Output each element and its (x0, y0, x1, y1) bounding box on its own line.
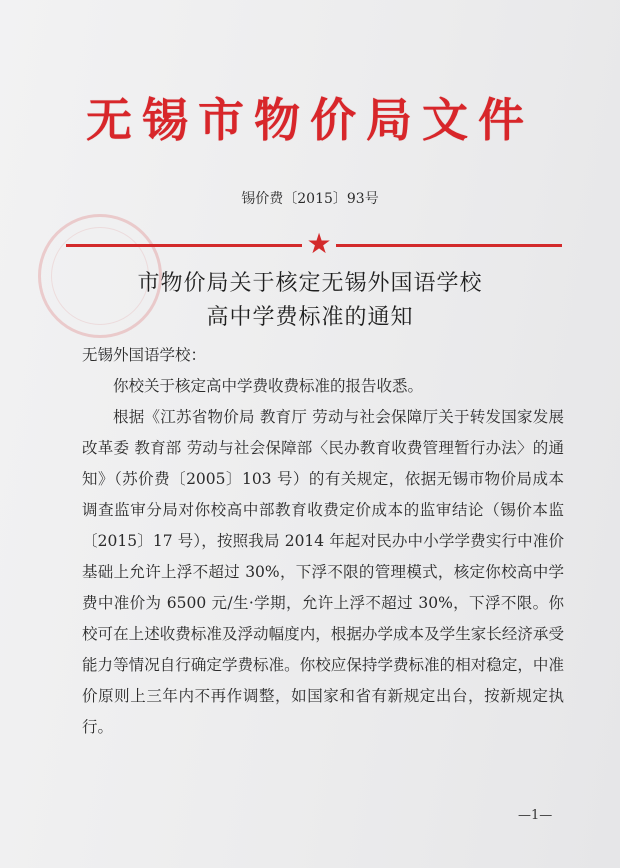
paragraph-acknowledgement: 你校关于核定高中学费收费标准的报告收悉。 (113, 377, 424, 395)
notice-title-line1: 市物价局关于核定无锡外国语学校 (137, 271, 483, 296)
document-header-title: 无锡市物价局文件 (86, 93, 534, 147)
red-rule-left (66, 244, 302, 247)
notice-body (82, 340, 564, 743)
document-number: 锡价费〔2015〕93号 (241, 191, 379, 207)
notice-title-line2: 高中学费标准的通知 (206, 305, 414, 330)
red-rule-right (336, 244, 562, 247)
paragraph-main: 根据《江苏省物价局 教育厅 劳动与社会保障厅关于转发国家发展改革委 教育部 劳动与社会保障部〈民办教育收费管理暂行办法〉的通知》（苏价费〔2005〕103 号）的有关规定，依据无锡市物价局成本调查监审分局对你校高中部教育收费定价成本的监审结论（锡价本监〔2015〕17 号），按照我局 2014 年起对民办中小学学费实行中准价基础上允许上浮不超过 30%，下浮不限的管理模式，核定你校高中学费中准价为 6500 元/生·学期，允许上浮不超过 30%，下浮不限。你校可在上述收费标准及浮动幅度内，根据办学成本及学生家长经济承受能力等情况自行确定学费标准。你校应保持学费标准的相对稳定，中准价原则上三年内不再作调整，如国家和省有新规定出台，按新规定执行。 (82, 408, 564, 736)
salutation: 无锡外国语学校： (82, 346, 207, 364)
page-number: —1— (518, 808, 553, 823)
star-icon: ★ (306, 227, 332, 260)
